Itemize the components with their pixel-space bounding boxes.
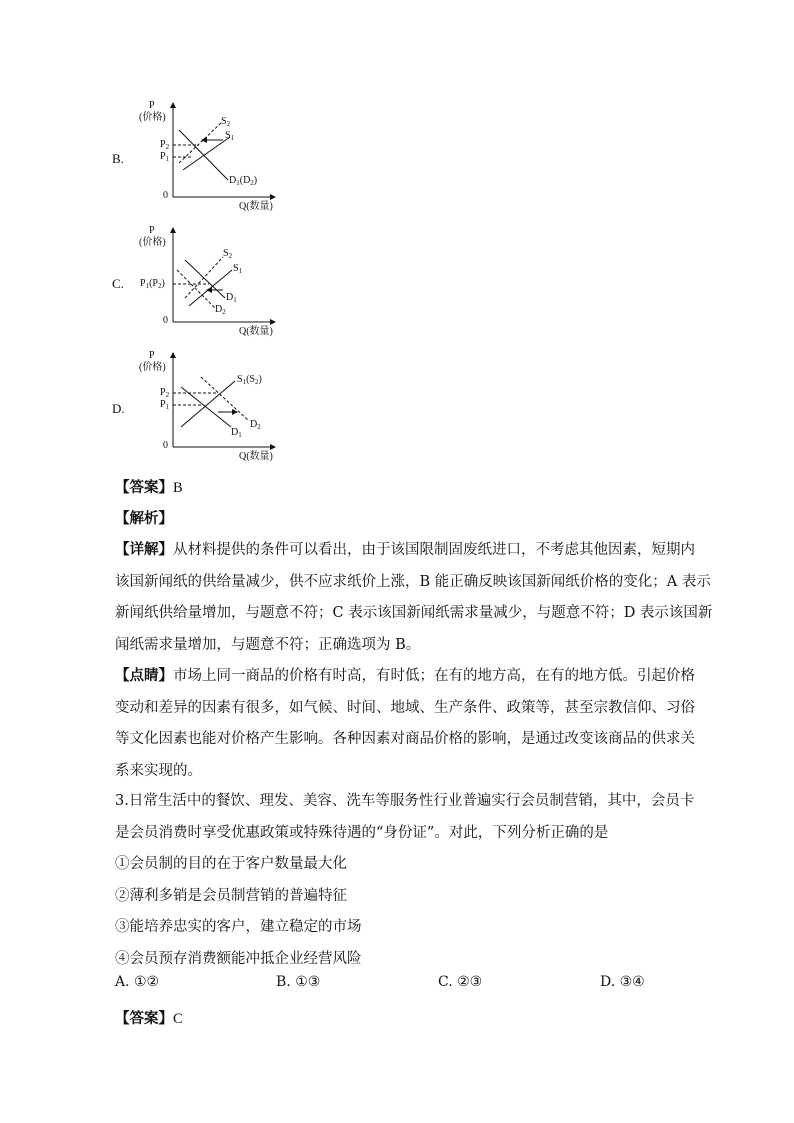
price-label-p1p2: $P_1(P_2)$	[140, 278, 165, 290]
answer-3-tag: 【答案】	[115, 1010, 173, 1027]
option-d-graph	[125, 347, 285, 465]
curve-label-s1s2: $S_1(S_2)$	[237, 374, 262, 386]
detail-line-2: 该国新闻纸的供给量减少，供不应求纸价上涨，B 能正确反映该国新闻纸价格的变化；A 表示	[115, 573, 711, 590]
answer-3-value: C	[173, 1011, 183, 1027]
statement-2: ②薄利多销是会员制营销的普遍特征	[115, 887, 347, 904]
origin-label: 0	[163, 315, 168, 326]
question-3-choices	[115, 974, 715, 998]
axis-p-unit: (价格)	[139, 237, 166, 248]
curve-label-d1: $D_1$	[226, 292, 237, 304]
tip-line-3: 等文化因素也能对价格产生影响。各种因素对商品价格的影响，是通过改变该商品的供求关	[115, 731, 695, 747]
detail-line-4: 闻纸需求量增加，与题意不符；正确选项为 B。	[115, 636, 421, 653]
choice-b[interactable]: B. ①③	[276, 974, 321, 990]
curve-label-s1: $S_1$	[225, 130, 235, 142]
statement-1: ①会员制的目的在于客户数量最大化	[115, 856, 347, 872]
answer-3	[115, 1003, 685, 1036]
tip-line-2: 变动和差异的因素有很多，如气候、时间、地域、生产条件、政策等，甚至宗教信仰、习俗	[115, 699, 695, 716]
question-3	[115, 786, 695, 975]
curve-s	[181, 381, 235, 427]
option-b-graph	[125, 97, 285, 215]
choice-d[interactable]: D. ③④	[600, 974, 645, 990]
analysis-heading: 【解析】	[115, 510, 173, 527]
price-label-p1: $P_1$	[160, 151, 170, 163]
question-3-line-2: 是会员消费时享受优惠政策或特殊待遇的“身份证”。对此，下列分析正确的是	[115, 824, 609, 841]
curve-label-d2: $D_2$	[215, 304, 226, 316]
question-3-line-1: 3.日常生活中的餐饮、理发、美容、洗车等服务性行业普遍实行会员制营销，其中，会员卡	[115, 793, 695, 809]
axis-q-label: Q(数量)	[239, 201, 273, 212]
price-label-p1: $P_1$	[160, 399, 170, 411]
curve-label-d: $D_1(D_2)$	[229, 175, 258, 187]
axis-q-label: Q(数量)	[239, 451, 273, 462]
tip-tag: 【点睛】	[115, 667, 173, 684]
option-b-letter: B.	[112, 151, 124, 166]
axis-p-unit: (价格)	[139, 112, 166, 123]
origin-label: 0	[163, 190, 168, 201]
tip-section	[115, 660, 695, 787]
curve-label-s1: $S_1$	[233, 263, 243, 275]
choice-a[interactable]: A. ①②	[115, 974, 160, 990]
price-label-p2: $P_2$	[160, 139, 170, 151]
tip-line-4: 系来实现的。	[115, 762, 202, 779]
option-c-letter: C.	[112, 276, 124, 291]
tip-line-1: 市场上同一商品的价格有时高，有时低；在有的地方高，在有的地方低。引起价格	[173, 668, 695, 684]
curve-label-d1: $D_1$	[231, 427, 242, 439]
curve-label-s2: $S_2$	[221, 116, 231, 128]
answer-1	[115, 472, 685, 505]
answer-value: B	[173, 480, 183, 496]
detail-tag: 【详解】	[115, 541, 173, 558]
axis-p-unit: (价格)	[139, 362, 166, 373]
origin-label: 0	[163, 440, 168, 451]
axis-p-label: P	[149, 100, 155, 111]
axis-p-label: P	[149, 225, 155, 236]
detail-line-3: 新闻纸供给量增加，与题意不符；C 表示该国新闻纸需求量减少，与题意不符；D 表示该国新	[115, 605, 713, 621]
statement-4: ④会员预存消费额能冲抵企业经营风险	[115, 950, 362, 967]
curve-d	[179, 130, 228, 180]
axis-q-label: Q(数量)	[239, 326, 273, 337]
curve-label-s2: $S_2$	[223, 248, 233, 260]
option-c-graph	[125, 222, 285, 340]
statement-3: ③能培养忠实的客户，建立稳定的市场	[115, 919, 362, 935]
curve-label-d2: $D_2$	[250, 419, 261, 431]
choice-c[interactable]: C. ②③	[438, 974, 483, 990]
detail-section	[115, 534, 713, 661]
detail-line-1: 从材料提供的条件可以看出，由于该国限制固废纸进口，不考虑其他因素，短期内	[173, 542, 695, 558]
answer-tag: 【答案】	[115, 479, 173, 496]
price-label-p2: $P_2$	[160, 387, 170, 399]
axis-p-label: P	[149, 350, 155, 361]
option-d-letter: D.	[112, 401, 125, 416]
